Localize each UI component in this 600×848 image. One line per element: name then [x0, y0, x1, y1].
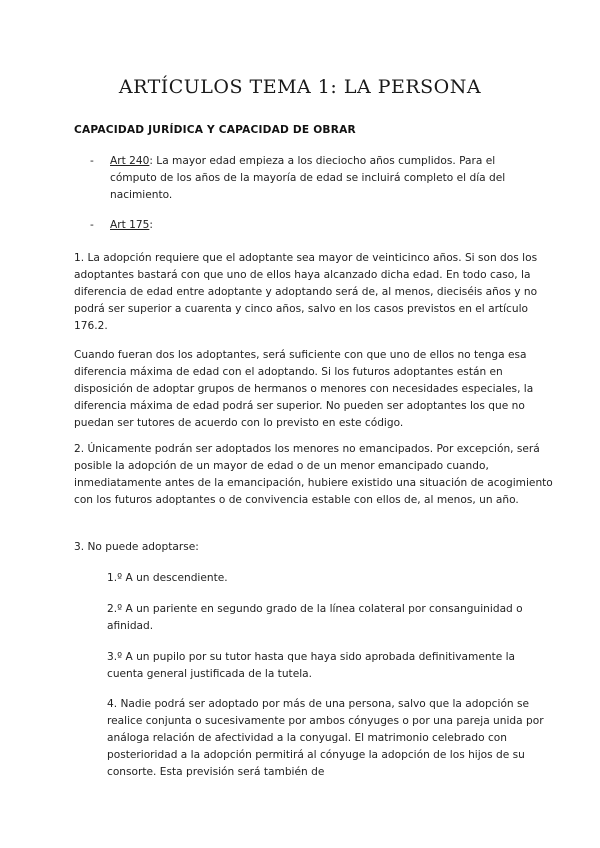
article-reference: Art 175 — [110, 219, 150, 231]
bullet-dash: - — [90, 219, 94, 231]
bullet-dash: - — [90, 155, 94, 167]
bullet-text — [110, 153, 520, 204]
bullet-body: : La mayor edad empieza a los dieciocho años cumplidos. Para el cómputo de los años de la mayoría de edad se incluirá completo el día del nacimiento. — [110, 155, 506, 201]
article-reference: Art 240 — [110, 155, 150, 167]
paragraph-2: Cuando fueran dos los adoptantes, será suficiente con que uno de ellos no tenga esa diferencia máxima de edad con el adoptando. Si los futuros adoptantes están en disposición de adoptar grupos de hermanos o menores con necesidades especiales, la diferencia máxima de edad podrá ser superior. No pueden ser adoptantes los que no puedan ser tutores de acuerdo con lo previsto en este código. — [74, 349, 534, 429]
bullet-body: : — [149, 219, 153, 231]
bullet-item-art-175 — [90, 217, 520, 234]
sub-item-4: 4. Nadie podrá ser adoptado por más de una persona, salvo que la adopción se realice conjunta o sucesivamente por ambos cónyuges o por una pareja unida por análoga relación de afectividad a la conyugal. El matrimonio celebrado con posterioridad a la adopción permitirá al cónyuge la adopción de los hijos de su consorte. Esta previsión será también de — [107, 698, 544, 778]
bullet-text — [110, 217, 520, 234]
sub-item-1: 1.º A un descendiente. — [107, 572, 228, 584]
bullet-item-art-240 — [90, 153, 520, 204]
page-title: ARTÍCULOS TEMA 1: LA PERSONA — [118, 76, 482, 98]
paragraph-3: 2. Únicamente podrán ser adoptados los menores no emancipados. Por excepción, será posible la adopción de un mayor de edad o de un menor emancipado cuando, inmediatamente antes de la emancipación, hubiere existido una situación de acogimiento con los futuros adoptantes o de convivencia estable con ellos de, al menos, un año. — [74, 443, 553, 506]
section-heading: CAPACIDAD JURÍDICA Y CAPACIDAD DE OBRAR — [74, 124, 356, 136]
paragraph-1: 1. La adopción requiere que el adoptante sea mayor de veinticinco años. Si son dos los adoptantes bastará con que uno de ellos haya alcanzado dicha edad. En todo caso, la diferencia de edad entre adoptante y adoptando será de, al menos, dieciséis años y no podrá ser superior a cuarenta y cinco años, salvo en los casos previstos en el artículo 176.2. — [74, 252, 538, 332]
paragraph-4: 3. No puede adoptarse: — [74, 541, 199, 553]
sub-item-2: 2.º A un pariente en segundo grado de la línea colateral por consanguinidad o afinidad. — [107, 603, 523, 632]
sub-item-3: 3.º A un pupilo por su tutor hasta que haya sido aprobada definitivamente la cuenta general justificada de la tutela. — [107, 651, 516, 680]
